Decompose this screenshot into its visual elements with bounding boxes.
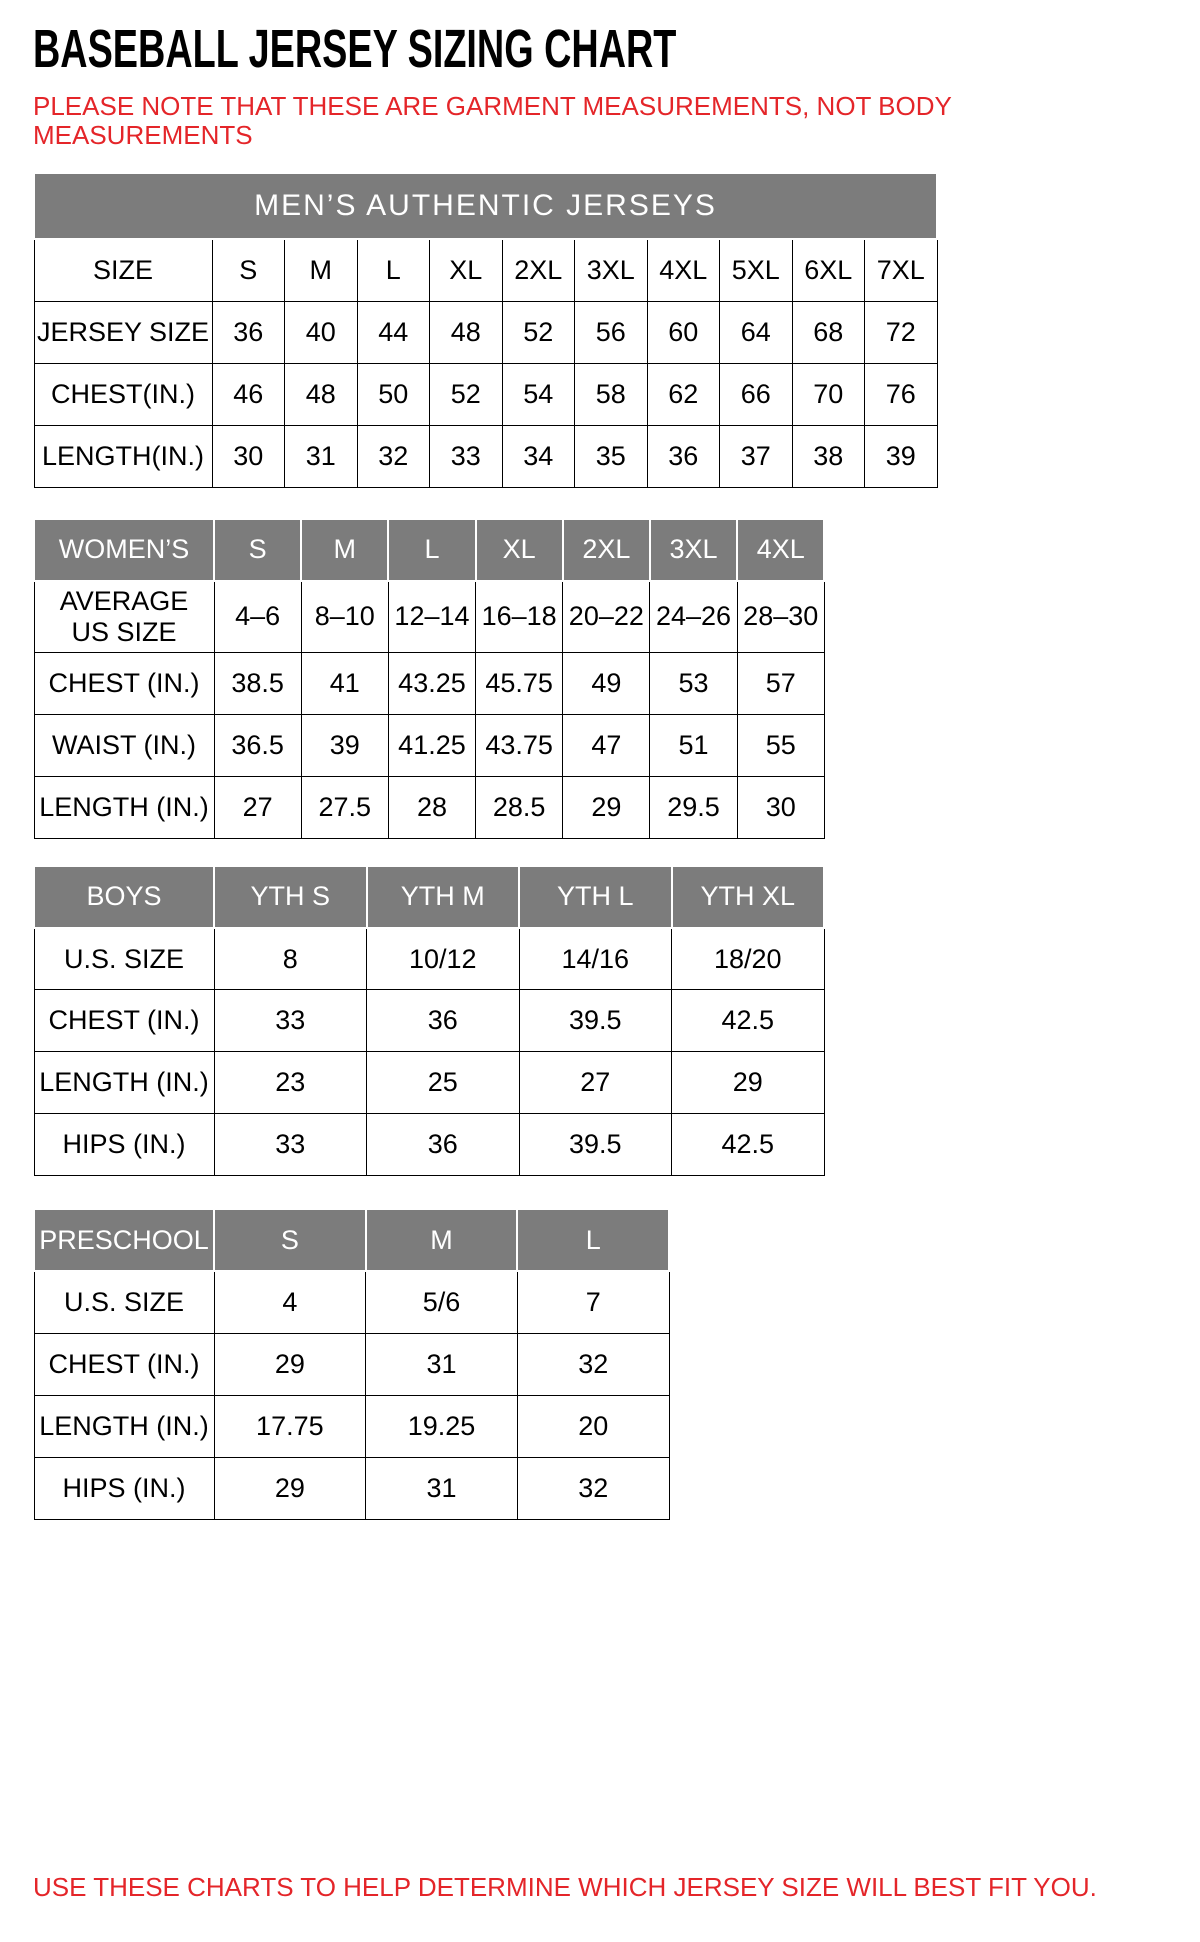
table-cell: 39.5 [519, 1114, 672, 1176]
table-cell: M [285, 239, 358, 301]
table-cell: 58 [575, 363, 648, 425]
row-header: JERSEY SIZE [34, 301, 212, 363]
footer-note: USE THESE CHARTS TO HELP DETERMINE WHICH JERSEY SIZE WILL BEST FIT YOU. [33, 1871, 1097, 1902]
table-cell: 55 [737, 714, 824, 776]
table-cell: 3XL [575, 239, 648, 301]
table-cell: 29 [214, 1457, 366, 1519]
table-cell: 62 [647, 363, 720, 425]
table-cell: 39.5 [519, 990, 672, 1052]
header-row [34, 519, 824, 581]
row-header: LENGTH (IN.) [34, 1395, 214, 1457]
table-cell: 49 [563, 652, 650, 714]
table-cell: 7XL [865, 239, 938, 301]
table-cell: 36.5 [214, 714, 301, 776]
womens-sizing-table [33, 518, 825, 839]
table-cell: 44 [357, 301, 430, 363]
table-cell: 70 [792, 363, 865, 425]
table-cell: 17.75 [214, 1395, 366, 1457]
column-header: YTH M [367, 866, 520, 928]
table-cell: 68 [792, 301, 865, 363]
table-cell: 43.75 [476, 714, 563, 776]
table-cell: 56 [575, 301, 648, 363]
table-cell: 5XL [720, 239, 793, 301]
table-cell: 20–22 [563, 581, 650, 653]
table-cell: 14/16 [519, 928, 672, 990]
table-cell: 4 [214, 1271, 366, 1333]
column-header: L [388, 519, 475, 581]
header-row [34, 1209, 669, 1271]
table-cell: 28–30 [737, 581, 824, 653]
preschool-sizing-table [33, 1208, 670, 1520]
table-cell: 32 [357, 425, 430, 487]
page-title-text: BASEBALL JERSEY SIZING CHART [33, 19, 677, 79]
column-header: M [366, 1209, 518, 1271]
table-row [34, 776, 824, 838]
table-cell: 43.25 [388, 652, 475, 714]
table-row [34, 425, 937, 487]
table-cell: 46 [212, 363, 285, 425]
table-cell: 35 [575, 425, 648, 487]
table-cell: 4XL [647, 239, 720, 301]
table-cell: 28 [388, 776, 475, 838]
boys-sizing-table [33, 865, 825, 1177]
column-header: L [517, 1209, 669, 1271]
table-cell: 32 [517, 1333, 669, 1395]
table-cell: 31 [366, 1457, 518, 1519]
table-cell: 52 [430, 363, 503, 425]
table-cell: 64 [720, 301, 793, 363]
table-cell: 60 [647, 301, 720, 363]
row-header: CHEST (IN.) [34, 1333, 214, 1395]
table-cell: 48 [430, 301, 503, 363]
table-row [34, 928, 824, 990]
header-row [34, 866, 824, 928]
table-cell: 33 [214, 1114, 367, 1176]
table-cell: 2XL [502, 239, 575, 301]
row-header: HIPS (IN.) [34, 1457, 214, 1519]
table-cell: 72 [865, 301, 938, 363]
table-cell: 8–10 [301, 581, 388, 653]
table-row [34, 1457, 669, 1519]
table-cell: 36 [647, 425, 720, 487]
mens-sizing-table [33, 172, 938, 488]
table-row [34, 652, 824, 714]
table-cell: 5/6 [366, 1271, 518, 1333]
table-cell: 30 [212, 425, 285, 487]
table-cell: 52 [502, 301, 575, 363]
table-cell: 36 [367, 990, 520, 1052]
row-header: CHEST(IN.) [34, 363, 212, 425]
table-cell: 27.5 [301, 776, 388, 838]
table-cell: 40 [285, 301, 358, 363]
table-row [34, 990, 824, 1052]
table-cell: 36 [367, 1114, 520, 1176]
table-cell: 28.5 [476, 776, 563, 838]
table-cell: 31 [366, 1333, 518, 1395]
table-cell: 34 [502, 425, 575, 487]
row-header: AVERAGE US SIZE [34, 581, 214, 653]
table-cell: 7 [517, 1271, 669, 1333]
table-cell: 29.5 [650, 776, 737, 838]
table-cell: 39 [865, 425, 938, 487]
table-cell: 30 [737, 776, 824, 838]
table-cell: 23 [214, 1052, 367, 1114]
measurement-note: PLEASE NOTE THAT THESE ARE GARMENT MEASUREMENTS, NOT BODY MEASUREMENTS [33, 91, 952, 151]
table-cell: XL [430, 239, 503, 301]
table-cell: 51 [650, 714, 737, 776]
table-row [34, 581, 824, 653]
table-row [34, 1052, 824, 1114]
table-cell: 27 [214, 776, 301, 838]
mens-authentic-jerseys-banner: MEN’S AUTHENTIC JERSEYS [34, 173, 937, 239]
table-row [34, 301, 937, 363]
table-cell: 54 [502, 363, 575, 425]
table-cell: S [212, 239, 285, 301]
table-cell: 27 [519, 1052, 672, 1114]
table-cell: 41.25 [388, 714, 475, 776]
table-cell: 29 [672, 1052, 825, 1114]
table-cell: 29 [214, 1333, 366, 1395]
preschool-header-label: PRESCHOOL [34, 1209, 214, 1271]
table-row [34, 1114, 824, 1176]
column-header: 4XL [737, 519, 824, 581]
column-header: YTH XL [672, 866, 825, 928]
table-cell: 39 [301, 714, 388, 776]
table-cell: 38 [792, 425, 865, 487]
column-header: M [301, 519, 388, 581]
row-header: U.S. SIZE [34, 1271, 214, 1333]
column-header: 3XL [650, 519, 737, 581]
table-cell: 31 [285, 425, 358, 487]
column-header: YTH S [214, 866, 367, 928]
table-row [34, 1395, 669, 1457]
row-header: LENGTH(IN.) [34, 425, 212, 487]
table-cell: 41 [301, 652, 388, 714]
table-cell: 66 [720, 363, 793, 425]
table-cell: 42.5 [672, 1114, 825, 1176]
table-cell: 8 [214, 928, 367, 990]
table-cell: 19.25 [366, 1395, 518, 1457]
table-cell: 6XL [792, 239, 865, 301]
table-cell: 53 [650, 652, 737, 714]
table-cell: 29 [563, 776, 650, 838]
table-cell: 47 [563, 714, 650, 776]
table-cell: 42.5 [672, 990, 825, 1052]
table-cell: 4–6 [214, 581, 301, 653]
table-cell: 32 [517, 1457, 669, 1519]
table-cell: 25 [367, 1052, 520, 1114]
table-row [34, 239, 937, 301]
table-cell: 48 [285, 363, 358, 425]
table-cell: 12–14 [388, 581, 475, 653]
table-cell: L [357, 239, 430, 301]
page-title [33, 19, 1170, 79]
table-cell: 45.75 [476, 652, 563, 714]
table-row [34, 1333, 669, 1395]
womens-header-label: WOMEN’S [34, 519, 214, 581]
table-cell: 76 [865, 363, 938, 425]
table-cell: 16–18 [476, 581, 563, 653]
table-cell: 24–26 [650, 581, 737, 653]
row-header: WAIST (IN.) [34, 714, 214, 776]
column-header: YTH L [519, 866, 672, 928]
column-header: 2XL [563, 519, 650, 581]
row-header: CHEST (IN.) [34, 990, 214, 1052]
table-cell: 18/20 [672, 928, 825, 990]
row-header: CHEST (IN.) [34, 652, 214, 714]
column-header: S [214, 519, 301, 581]
row-header: SIZE [34, 239, 212, 301]
row-header: U.S. SIZE [34, 928, 214, 990]
table-cell: 33 [214, 990, 367, 1052]
banner-row [34, 173, 937, 239]
table-cell: 37 [720, 425, 793, 487]
table-cell: 50 [357, 363, 430, 425]
table-row [34, 363, 937, 425]
table-cell: 57 [737, 652, 824, 714]
column-header: XL [476, 519, 563, 581]
row-header: HIPS (IN.) [34, 1114, 214, 1176]
table-cell: 33 [430, 425, 503, 487]
table-cell: 20 [517, 1395, 669, 1457]
row-header: LENGTH (IN.) [34, 1052, 214, 1114]
table-row [34, 1271, 669, 1333]
table-cell: 38.5 [214, 652, 301, 714]
table-row [34, 714, 824, 776]
table-cell: 36 [212, 301, 285, 363]
table-cell: 10/12 [367, 928, 520, 990]
row-header: LENGTH (IN.) [34, 776, 214, 838]
column-header: S [214, 1209, 366, 1271]
boys-header-label: BOYS [34, 866, 214, 928]
